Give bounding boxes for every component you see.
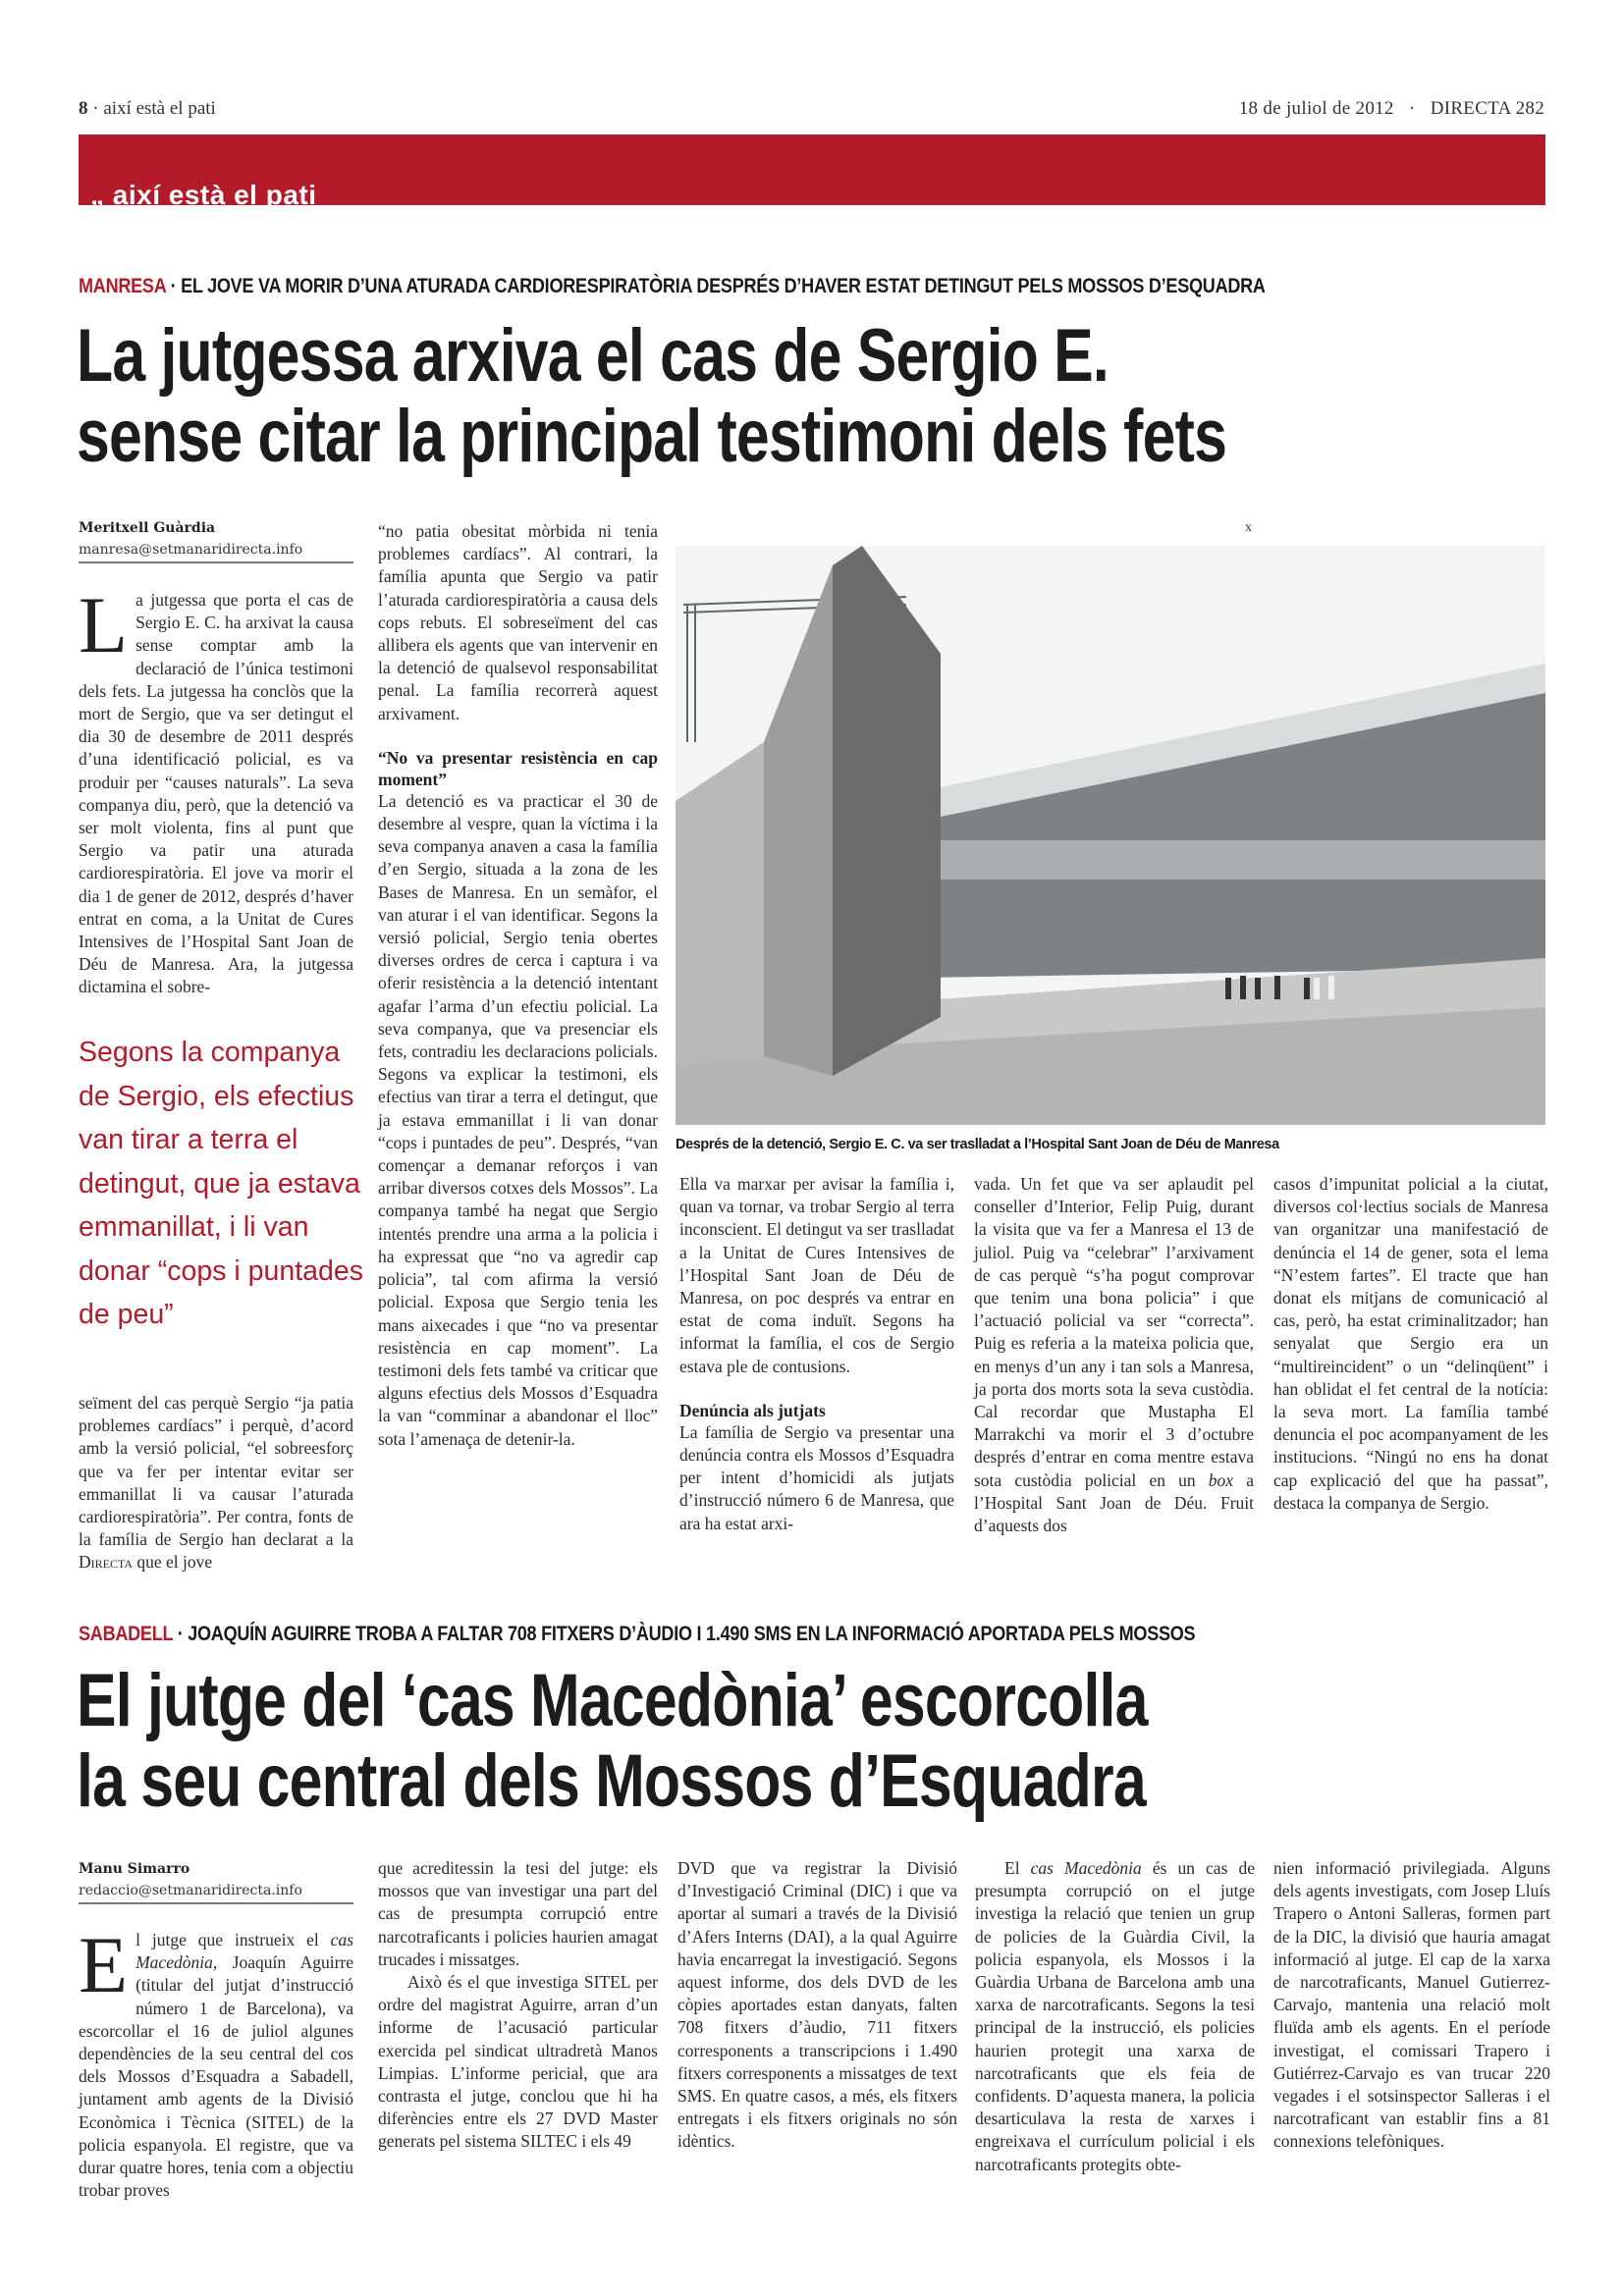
article2-author: Manu Simarro [79,1861,190,1877]
article1-headline [77,316,1226,477]
article2-headline-line1: El jutge del ‘cas Macedònia’ escorcolla [77,1659,1148,1742]
page-folio [79,98,1544,128]
folio-separator: · [1408,98,1416,119]
article1-kicker-text: · EL JOVE VA MORIR D’UNA ATURADA CARDIORESPIRATÒRIA DESPRÉS D’HAVER ESTAT DETINGUT PELS MOSSOS D’ESQUADRA [165,275,1266,297]
issue-date: 18 de juliol de 2012 [1238,98,1394,119]
article2-text: és un cas de presumpta corrupció on el jutge investiga la relació que tenien un grup de policies de la Guàrdia Civil, la policia espanyola, els Mossos i la Guàrdia Urbana de Barcelona amb una xarxa de narcotraficants. Segons la tesi principal de la instrucció, els policies haurien protegit una xarxa de narcotraficants que els feia de confidents. D’aquesta manera, la policia desarticulava la resta de xarxes i engreixava el currículum policial i els narcotraficants protegits obte- [975,1858,1255,2174]
article1-kicker [79,275,1266,298]
article2-column-4 [975,1857,1255,2176]
article1-pullquote: Segons la companya de Sergio, els efectius van tirar a terra el detingut, que ja estava emmanillat, i li van donar “cops i puntades de peu” [79,1037,363,1330]
article1-paragraph: “no patia obesitat mòrbida ni tenia problemes cardíacs”. Al contrari, la família apunta que Sergio va patir l’aturada cardiorespiratòria a causa dels cops rebuts. El sobreseïment del cas allibera els agents que van intervenir en la detenció de qualsevol responsabilitat penal. La família recorrerà aquest arxivament. [378,521,658,723]
folio-separator: · [92,98,99,119]
article1-paragraph: a jutgessa que porta el cas de Sergio E. C. ha arxivat la causa sense comptar amb la declaració de l’única testimoni dels fets. La jutgessa ha conclòs que la mort de Sergio, que va ser detingut el dia 30 de desembre de 2011 després d’una identificació policial, es va produir per “causes naturals”. La seva companya diu, però, que la detenció va ser molt violenta, fins al punt que Sergio va patir una aturada cardiorespiratòria. El jove va morir el dia 1 de gener de 2012, després d’haver entrat en coma, a la Unitat de Cures Intensives de l’Hospital Sant Joan de Déu de Manresa. Ara, la jutgessa dictamina el sobre- [79,590,353,997]
article2-paragraph [975,1857,1255,2176]
article1-column-5 [1273,1173,1548,1515]
folio-section: així està el pati [103,98,216,119]
article2-paragraph: que acreditessin la tesi del jutge: els mossos que van investigar una part del cas de presumpta corrupció entre narcotraficants i policies haurien amagat trucades i missatges. [378,1858,658,1969]
publication-name: Directa [79,1552,134,1573]
article1-column-1b [79,1392,353,1575]
hospital-photo [676,546,1545,1125]
article2-kicker-text: · JOAQUÍN AGUIRRE TROBA A FALTAR 708 FITXERS D’ÀUDIO I 1.490 SMS EN LA INFORMACIÓ APORTADA PELS MOSSOS [172,1623,1196,1645]
article1-headline-line2: sense citar la principal testimoni dels fets [77,395,1227,479]
article1-place: MANRESA [79,275,166,297]
article2-italic: cas Macedònia [1030,1858,1142,1878]
article2-place: SABADELL [79,1623,173,1645]
article1-dropcap: L [79,580,129,669]
hospital-building-illustration [676,546,1545,1125]
article1-subhead: Denúncia als jutjats [679,1400,826,1420]
article2-headline [77,1661,1148,1822]
folio-left [79,98,216,120]
article1-email[interactable]: manresa@setmanaridirecta.info [79,542,303,558]
article2-dropcap: E [79,1920,129,2009]
article1-paragraph: casos d’impunitat policial a la ciutat, diversos col·lectius socials de Manresa van organitzar una manifestació de denúncia el 14 de gener, sota el lema “N’estem fartes”. El tracte que han donat els mitjans de comunicació al cas, però, ha estat criminalitzador; han senyalat que Sergio era un “multireincident” o un “delinqüent” i han oblidat el fet central de la notícia: la seva mort. La família també denuncia el poc acompanyament de les institucions. “Ningú no ens ha donat cap explicació del que ha passat”, destaca la companya de Sergio. [1273,1174,1548,1513]
photo-caption: Després de la detenció, Sergio E. C. va ser traslladat a l’Hospital Sant Joan de Déu de Manresa [676,1137,1279,1152]
article1-column-2 [378,520,658,1451]
article1-paragraph [79,1392,353,1575]
publication-issue: DIRECTA 282 [1430,98,1544,119]
article2-italic: cas Macedònia [135,1930,353,1973]
section-banner [79,134,1545,210]
article1-italic: box [1208,1469,1234,1490]
article2-email[interactable]: redaccio@setmanaridirecta.info [79,1883,302,1898]
page-number: 8 [79,98,88,119]
article2-paragraph: Això és el que investiga SITEL per ordre del magistrat Aguirre, arran d’un informe de l’acusació particular exercida pel sindicat ultradretà Manos Limpias. L’informe pericial, que ara contrasta el jutge, conclou que hi ha diferències entre els 27 DVD Master generats pel sistema SILTEC i els 49 [378,1972,658,2152]
article2-text: El [1004,1858,1031,1878]
folio-right [1239,98,1544,120]
article1-subhead: “No va presentar resistència en cap moment” [378,747,658,789]
article1-column-1 [79,580,353,999]
article1-text: que el jove [133,1552,213,1573]
article1-headline-line1: La jutgessa arxiva el cas de Sergio E. [77,314,1109,398]
article1-text: seïment del cas perquè Sergio “ja patia problemes cardíacs” i perquè, d’acord amb la versió policial, “el sobreesforç que va fer per intentar evitar ser emmanillat li va causar l’aturada cardiorespiratòria”. Per contra, fonts de la família de Sergio han declarat a la [79,1393,353,1550]
article2-column-2 [378,1857,658,2154]
article1-byline [79,520,353,563]
article2-byline [79,1861,353,1904]
article2-paragraph: DVD que va registrar la Divisió d’Investigació Criminal (DIC) i que va aportar al sumari a través de la Divisió d’Afers Interns (DAI), a la qual Aguirre havia encarregat la investigació. Segons aquest informe, dos dels DVD de les còpies aportades estan danyats, falten 708 fitxers d’àudio, 711 fitxers corresponents a transcripcions i 1.490 fitxers corresponents a missatges de text SMS. En quatre casos, a més, els fitxers entregats i els fitxers originals no són idèntics. [677,1858,957,2152]
article1-paragraph: La família de Sergio va presentar una denúncia contra els Mossos d’Esquadra per intent d’homicidi als jutjats d’instrucció número 6 de Manresa, que ara ha estat arxi- [679,1421,954,1533]
article2-headline-line2: la seu central dels Mossos d’Esquadra [77,1739,1146,1824]
section-banner-label: „ així està el pati [90,180,317,210]
article2-paragraph: nien informació privilegiada. Alguns dels agents investigats, com Josep Lluís Trapero o Antoni Salleras, formen part de la DIC, la divisió que hauria amagat informació al jutge. El cap de la xarxa de narcotraficants, Manuel Gutierrez-Carvajo, mantenia una relació molt fluïda amb els agents. En el període investigat, el comissari Trapero i Gutiérrez-Carvajo es van trucar 220 vegades i el sotsinspector Salleras i el narcotraficant van establir fins a 81 connexions telefòniques. [1273,1858,1550,2152]
article1-paragraph: La detenció es va practicar el 30 de desembre al vespre, quan la víctima i la seva companya anaven a casa la família d’en Sergio, situada a la zona de les Bases de Manresa. En un semàfor, el van aturar i el van identificar. Segons la versió policial, Sergio tenia obertes diverses ordres de cerca i captura i va oferir resistència a la detenció intentant agafar l’arma d’un efectiu policial. La seva companya, que va presenciar els fets, contradiu les declaracions policials. Segons va explicar la testimoni, els efectius van tirar a terra el detingut, que ja estava emmanillat i li van donar “cops i puntades de peu”. Després, “van començar a demanar reforços i van arribar diversos cotxes dels Mossos”. La companya també ha negat que Sergio intentés prendre una arma a la policia i ha expressat que “no va agredir cap policia”, tal com afirma la versió policial. Exposa que Sergio tenia les mans aixecades i que “no va presentar resistència en cap moment”. La testimoni dels fets també va criticar que alguns efectius dels Mossos d’Esquadra la van “comminar a abandonar el lloc” sota l’amenaça de detenir-la. [378,790,658,1449]
article2-text: l jutge que instrueix el [135,1930,331,1949]
article1-paragraph: Ella va marxar per avisar la família i, quan va tornar, va trobar Sergio al terra inconscient. El detingut va ser traslladat a la Unitat de Cures Intensives de l’Hospital Sant Joan de Déu de Manresa, on poc després va entrar en estat de coma induït. Segons ha informat la família, el cos de Sergio estava ple de contusions. [679,1174,954,1376]
article2-column-5 [1273,1857,1550,2154]
article1-text: a l’Hospital Sant Joan de Déu. Fruit d’aquests dos [974,1469,1254,1536]
article1-author: Meritxell Guàrdia [79,520,216,536]
photo-marker: x [1245,520,1252,535]
article2-column-3 [677,1857,957,2154]
article2-column-1 [79,1920,353,2202]
article1-column-3 [679,1173,954,1535]
article2-kicker [79,1623,1195,1646]
article2-text: , Joaquín Aguirre (titular del jutjat d’instrucció número 1 de Barcelona), va escorcollar el 16 de juliol algunes dependències de la seu central del cos dels Mossos d’Esquadra a Sabadell, juntament amb agents de la Divisió Econòmica i Tècnica (SITEL) de la policia espanyola. El registre, que va durar quatre hores, tenia com a objectiu trobar proves [79,1952,353,2201]
article1-column-4 [974,1173,1254,1537]
article1-text: vada. Un fet que va ser aplaudit pel conseller d’Interior, Felip Puig, durant la visita que va fer a Manresa el 13 de juliol. Puig va “celebrar” l’arxivament de cas perquè “s’ha pogut comprovar que tenim una bona policia” i que l’actuació policial va ser “correcta”. Puig es referia a la mateixa policia que, en menys d’un any i tan sols a Manresa, ja porta dos morts sota la seva custòdia. Cal recordar que Mustapha El Marrakchi va morir el 3 d’octubre després d’entrar en coma mentre estava sota custòdia policial en un [974,1174,1254,1490]
article1-paragraph [974,1173,1254,1537]
